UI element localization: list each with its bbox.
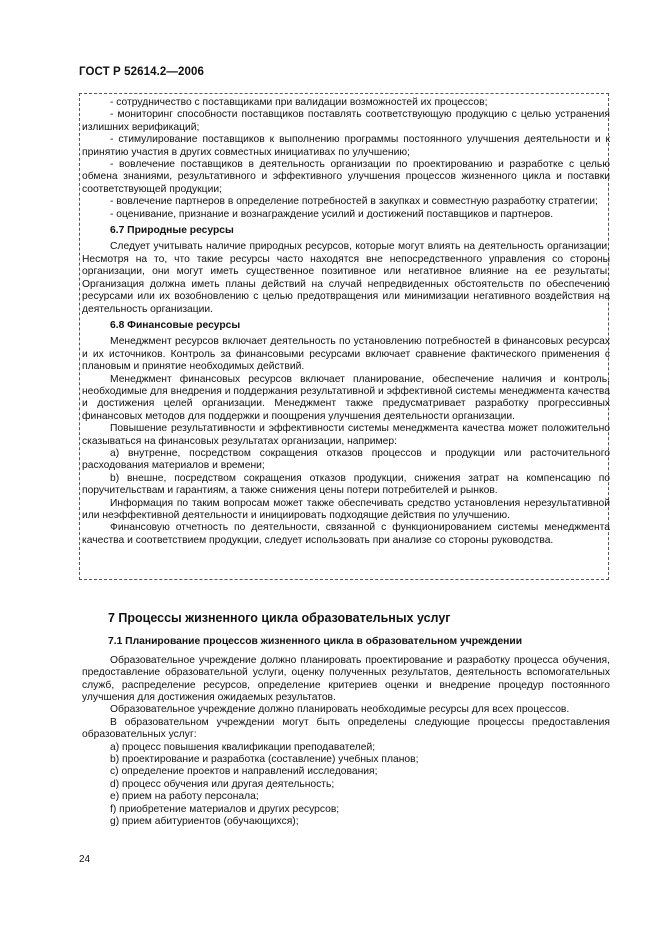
- document-header: ГОСТ Р 52614.2—2006: [79, 66, 204, 78]
- list-item: c) определение проектов и направлений исследования;: [110, 766, 378, 778]
- list-item: a) внутренне, посредством сокращения отказов процессов и продукции или расточительного расходования материалов и времени;: [82, 447, 610, 472]
- paragraph: Менеджмент ресурсов включает деятельность по установлению потребностей в финансовых ресурсах и их источников. Контроль за финансовыми ресурсами включает сравнение фактического применения с плановым и принятие необходимых действий.: [82, 336, 610, 373]
- list-item: f) приобретение материалов и других ресурсов;: [110, 803, 340, 815]
- paragraph: Повышение результативности и эффективности системы менеджмента качества может положительно сказываться на финансовых результатах организации, например:: [82, 423, 610, 447]
- bullet-item: - мониторинг способности поставщиков поставлять соответствующую продукцию с целью устранения излишних верификаций;: [82, 109, 610, 133]
- list-item: b) внешне, посредством сокращения отказов продукции, снижения затрат на компенсацию по поручительствам и гарантиям, а также снижения цены потери потребителей и рынков.: [82, 472, 610, 497]
- paragraph: Информация по таким вопросам может также обеспечивать средство установления нерезультативной или неэффективной деятельности и инициировать подходящие действия по улучшению.: [82, 497, 610, 521]
- list-item: e) прием на работу персонала;: [110, 791, 259, 803]
- paragraph: Менеджмент финансовых ресурсов включает планирование, обеспечение наличия и контроль, необходимые для внедрения и поддержания результативной и эффективной системы менеджмента качества и достижения целей организации. Менеджмент также предусматривает разработку прогрессивных финансовых методов для поддержки и поощрения улучшения деятельности организации.: [82, 373, 610, 422]
- bullet-item: - вовлечение поставщиков в деятельность организации по проектированию и разработке с целью обмена знаниями, результативного и эффективного улучшения процессов жизненного цикла и поставки соответствующей продукции;: [82, 159, 610, 195]
- section-heading-7: 7 Процессы жизненного цикла образовательных услуг: [108, 611, 451, 625]
- bullet-item: - вовлечение партнеров в определение потребностей в закупках и совместную разработку стратегии;: [110, 196, 598, 208]
- list-item: g) прием абитуриентов (обучающихся);: [110, 816, 299, 828]
- bullet-item: - стимулирование поставщиков к выполнению программы постоянного улучшения деятельности и к принятию участия в других совместных инициативах по улучшению;: [82, 134, 610, 158]
- section-7-content: [82, 612, 610, 829]
- section-heading-6-8: 6.8 Финансовые ресурсы: [110, 319, 241, 331]
- list-item: d) процесс обучения или другая деятельность;: [110, 778, 335, 790]
- paragraph: Следует учитывать наличие природных ресурсов, которые могут влиять на деятельность организации. Несмотря на то, что такие ресурсы часто находятся вне непосредственного управления со стороны организации, они могут иметь существенное позитивное или негативное влияние на ее результаты. Организация должна иметь планы действий на случай непредвиденных обстоятельств по обеспечению ресурсами или их возобновлению с целью предотвращения или минимизации негативного воздействия на деятельность организации.: [82, 241, 610, 315]
- bullet-item: - сотрудничество с поставщиками при валидации возможностей их процессов;: [110, 97, 488, 108]
- paragraph: Образовательное учреждение должно планировать проектирование и разработку процесса обучения, предоставление образовательной услуги, оценку полученных результатов, деятельность вспомогательных служб, распределение ресурсов, определение критериев оценки и внедрение процедур постоянного улучшения для достижения ожидаемых результатов.: [82, 654, 610, 704]
- section-heading-6-7: 6.7 Природные ресурсы: [110, 225, 234, 237]
- page-number: 24: [79, 854, 91, 865]
- list-item: b) проектирование и разработка (составление) учебных планов;: [110, 754, 419, 766]
- list-item: a) процесс повышения квалификации преподавателей;: [110, 741, 376, 753]
- paragraph: Финансовую отчетность по деятельности, связанной с функционированием системы менеджмента качества и соответствием продукции, следует использовать при анализе со стороны руководства.: [82, 522, 610, 546]
- paragraph: В образовательном учреждении могут быть определены следующие процессы предоставления образовательных услуг:: [82, 716, 610, 741]
- paragraph: Образовательное учреждение должно планировать необходимые ресурсы для всех процессов.: [110, 704, 570, 716]
- bullet-item: - оценивание, признание и вознаграждение усилий и достижений поставщиков и партнеров.: [110, 208, 554, 220]
- section-heading-7-1: 7.1 Планирование процессов жизненного цикла в образовательном учреждении: [108, 636, 523, 648]
- boxed-content: [82, 97, 610, 547]
